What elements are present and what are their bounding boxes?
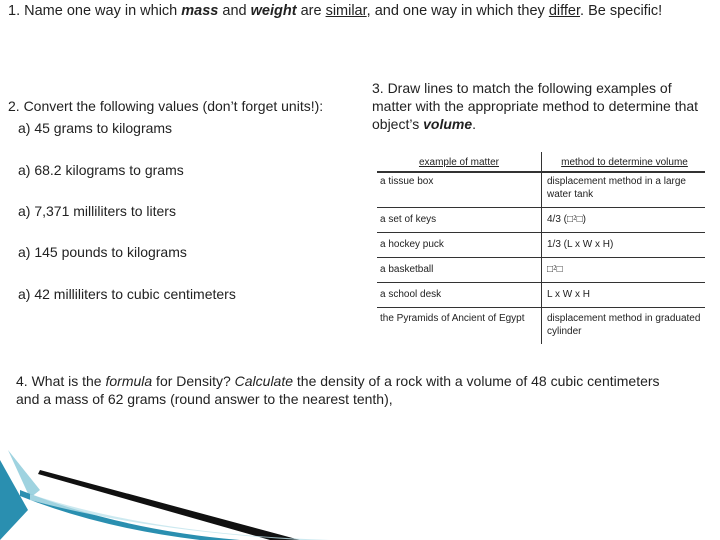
swoosh-dark-line bbox=[38, 470, 300, 540]
q1-differ-underlined: differ bbox=[548, 3, 581, 19]
matching-table bbox=[377, 152, 705, 344]
q4-text: the density of a rock with a volume of 48 cubic centimeters and a mass of 62 grams (round answer to the nearest tenth), bbox=[16, 373, 660, 407]
method-cell: displacement method in a large water tank bbox=[542, 172, 706, 208]
conversion-item: a) 145 pounds to kilograms bbox=[18, 244, 187, 260]
example-cell: a school desk bbox=[377, 283, 542, 308]
q4-calculate-emphasis: Calculate bbox=[234, 373, 294, 389]
example-cell: a basketball bbox=[377, 258, 542, 283]
q3-line: matter with the appropriate method to determine that bbox=[372, 98, 699, 114]
q3-text: . bbox=[472, 116, 477, 132]
method-cell: □⁲□ bbox=[542, 258, 706, 283]
method-cell: L x W x H bbox=[542, 283, 706, 308]
question-2-title: 2. Convert the following values (don’t forget units!): bbox=[8, 98, 324, 114]
q1-mass-emphasis: mass bbox=[181, 3, 219, 19]
example-cell: a hockey puck bbox=[377, 233, 542, 258]
conversion-item: a) 42 milliliters to cubic centimeters bbox=[18, 286, 236, 302]
example-cell: a tissue box bbox=[377, 172, 542, 208]
q4-text: 4. What is the bbox=[16, 373, 106, 389]
header-example: example of matter bbox=[377, 152, 542, 172]
table-row bbox=[377, 283, 705, 308]
q3-line: 3. Draw lines to match the following examples of bbox=[372, 80, 672, 96]
q1-similar-underlined: similar bbox=[325, 3, 367, 19]
table-row bbox=[377, 208, 705, 233]
method-cell: displacement method in graduated cylinder bbox=[547, 313, 701, 337]
q3-line bbox=[372, 115, 720, 133]
question-4 bbox=[16, 372, 676, 408]
method-cell: 4/3 (□⁲□) bbox=[542, 208, 706, 233]
table-header-row bbox=[377, 152, 705, 172]
conversion-item: a) 68.2 kilograms to grams bbox=[18, 162, 184, 178]
method-cell: 1/3 (L x W x H) bbox=[542, 233, 706, 258]
question-3 bbox=[372, 79, 720, 133]
q1-weight-emphasis: weight bbox=[250, 3, 297, 19]
table-row bbox=[377, 172, 705, 208]
header-method: method to determine volume bbox=[542, 152, 706, 172]
conversion-item: a) 7,371 milliliters to liters bbox=[18, 203, 176, 219]
q1-text: are bbox=[296, 3, 326, 19]
q4-text: for Density? bbox=[152, 373, 235, 389]
table-row bbox=[377, 308, 705, 345]
q1-text: . Be specific! bbox=[580, 3, 663, 19]
table-row bbox=[377, 233, 705, 258]
example-cell: a set of keys bbox=[377, 208, 542, 233]
q4-formula-emphasis: formula bbox=[105, 373, 153, 389]
table-row bbox=[377, 258, 705, 283]
q1-text: , and one way in which they bbox=[366, 3, 549, 19]
conversion-item: a) 45 grams to kilograms bbox=[18, 120, 173, 136]
example-cell: the Pyramids of Ancient of Egypt bbox=[377, 308, 542, 345]
question-1 bbox=[8, 2, 708, 21]
q1-text: and bbox=[218, 3, 251, 19]
q1-text: 1. Name one way in which bbox=[8, 3, 182, 19]
q3-text: object’s bbox=[372, 116, 424, 132]
decorative-swoosh bbox=[0, 450, 720, 540]
q3-volume-emphasis: volume bbox=[423, 116, 473, 132]
